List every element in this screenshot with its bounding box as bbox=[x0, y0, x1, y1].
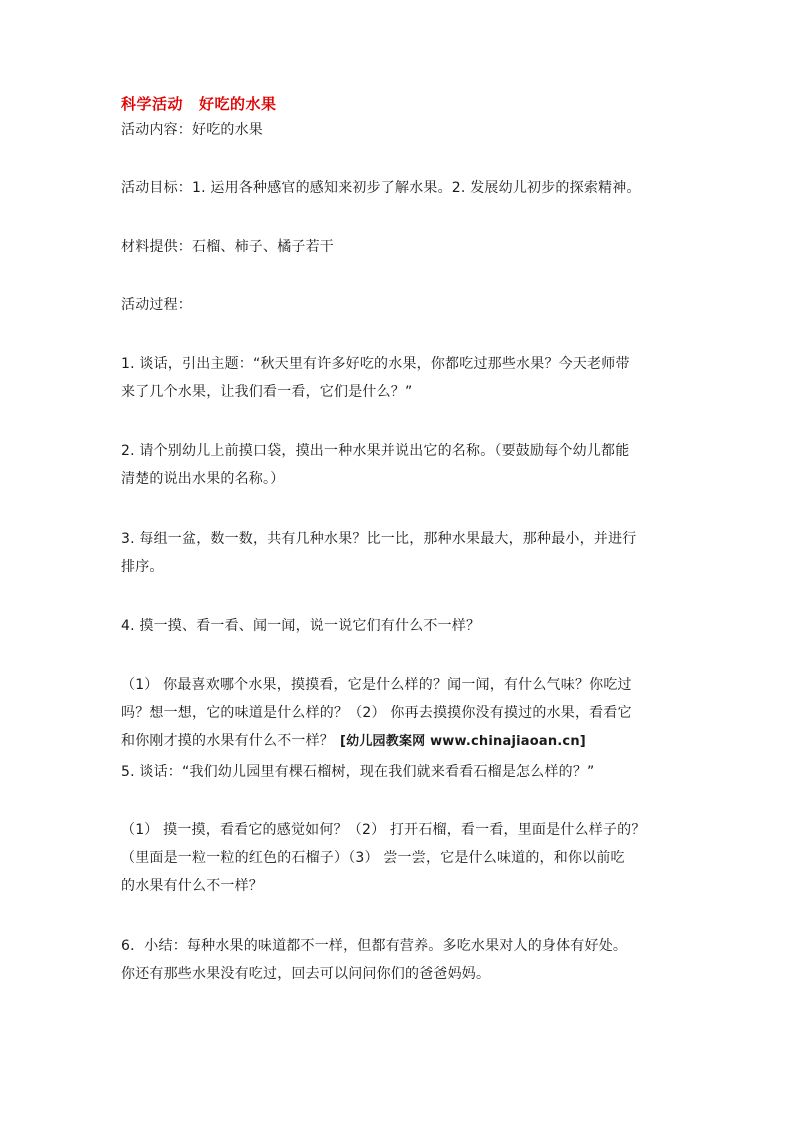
step-5-detail-line-1: （1） 摸一摸，看看它的感觉如何？（2） 打开石榴，看一看，里面是什么样子的？ bbox=[121, 822, 646, 838]
step-4 bbox=[121, 612, 681, 640]
activity-content-text: 活动内容：好吃的水果 bbox=[121, 122, 263, 138]
step-1-line-1: 1. 谈话，引出主题：“秋天里有许多好吃的水果，你都吃过那些水果？今天老师带 bbox=[121, 356, 630, 372]
activity-materials-text: 材料提供：石榴、柿子、橘子若干 bbox=[121, 239, 334, 255]
title-topic: 好吃的水果 bbox=[199, 95, 277, 113]
step-6-line-1: 6．小结：每种水果的味道都不一样，但都有营养。多吃水果对人的身体有好处。 bbox=[121, 938, 628, 954]
activity-content bbox=[121, 116, 681, 144]
step-5 bbox=[121, 758, 681, 786]
step-4-detail-line-3 bbox=[121, 727, 681, 756]
page-title bbox=[121, 93, 277, 114]
step-4-detail-line-2: 吗？想一想，它的味道是什么样的？（2） 你再去摸摸你没有摸过的水果，看看它 bbox=[121, 705, 632, 721]
step-4-detail-line-1: （1） 你最喜欢哪个水果，摸摸看，它是什么样的？闻一闻，有什么气味？你吃过 bbox=[121, 677, 632, 693]
step-5-detail-line-3: 的水果有什么不一样？ bbox=[121, 878, 263, 894]
process-heading-text: 活动过程： bbox=[121, 297, 192, 313]
step-4-detail-line-3-text: 和你刚才摸的水果有什么不一样？ bbox=[121, 733, 334, 749]
step-1-line-2: 来了几个水果，让我们看一看，它们是什么？” bbox=[121, 384, 413, 400]
activity-materials bbox=[121, 233, 681, 261]
step-1 bbox=[121, 350, 681, 406]
source-watermark: [幼儿园教案网 www.chinajiaoan.cn] bbox=[340, 734, 586, 749]
step-2-line-2: 清楚的说出水果的名称。） bbox=[121, 471, 285, 487]
step-5-detail bbox=[121, 816, 681, 900]
step-2 bbox=[121, 437, 681, 493]
step-6 bbox=[121, 932, 681, 988]
title-category: 科学活动 bbox=[121, 95, 184, 113]
step-2-line-1: 2. 请个别幼儿上前摸口袋，摸出一种水果并说出它的名称。（要鼓励每个幼儿都能 bbox=[121, 443, 630, 459]
step-4-line-1: 4. 摸一摸、看一看、闻一闻，说一说它们有什么不一样？ bbox=[121, 618, 481, 634]
step-5-line-1: 5. 谈话：“我们幼儿园里有棵石榴树，现在我们就来看看石榴是怎么样的？” bbox=[121, 764, 595, 780]
step-5-detail-line-2: （里面是一粒一粒的红色的石榴子）（3） 尝一尝，它是什么味道的，和你以前吃 bbox=[121, 850, 625, 866]
step-3-line-2: 排序。 bbox=[121, 559, 164, 575]
step-6-line-2: 你还有那些水果没有吃过，回去可以问问你们的爸爸妈妈。 bbox=[121, 966, 491, 982]
step-3-line-1: 3. 每组一盆，数一数，共有几种水果？比一比，那种水果最大，那种最小，并进行 bbox=[121, 531, 637, 547]
step-3 bbox=[121, 525, 681, 581]
activity-goal bbox=[121, 174, 681, 202]
process-heading bbox=[121, 291, 681, 319]
step-4-detail bbox=[121, 671, 681, 756]
activity-goal-text: 活动目标：1. 运用各种感官的感知来初步了解水果。2. 发展幼儿初步的探索精神。 bbox=[121, 180, 641, 196]
